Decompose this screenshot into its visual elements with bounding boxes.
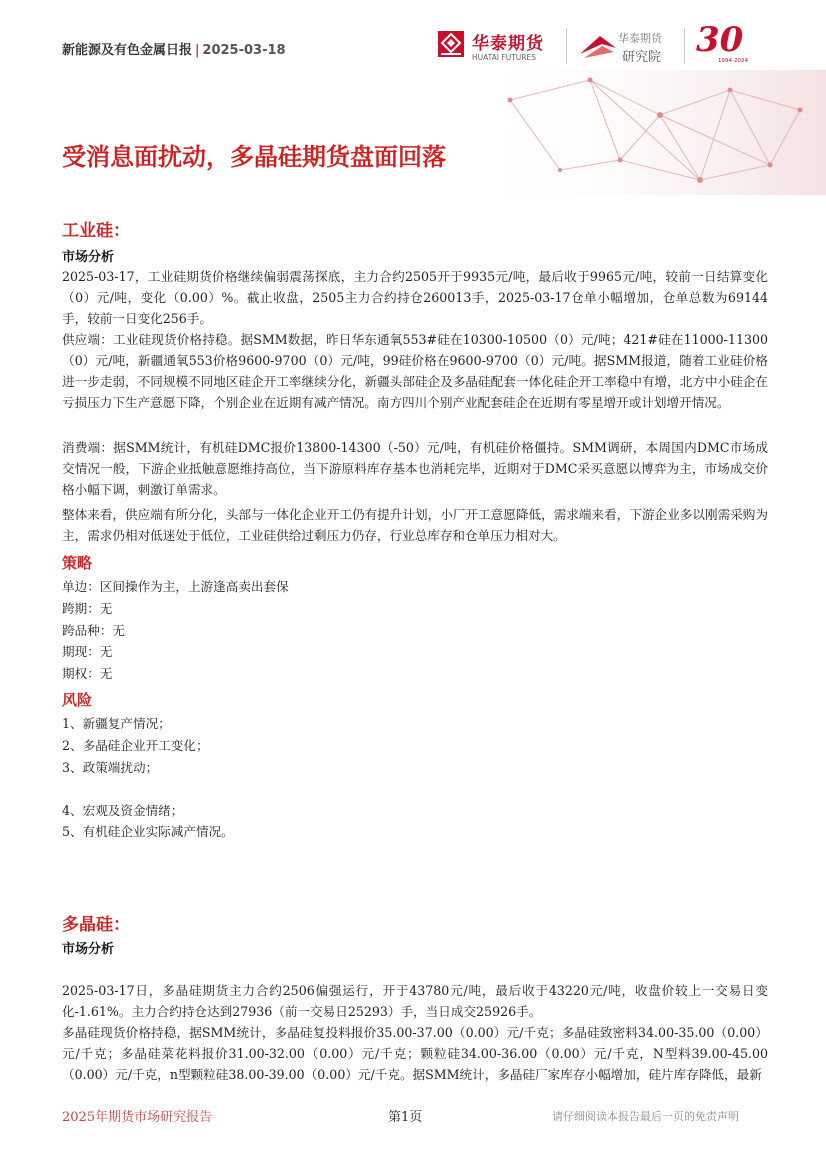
industrial-para-demand: 消费端：据SMM统计，有机硅DMC报价13800-14300（-50）元/吨，有机硅价格僵持。SMM调研，本周国内DMC市场成交情况一般，下游企业抵触意愿维持高位，当下游原料库存基本也消耗完毕，近期对于DMC采买意愿以博弈为主，市场成交价格小幅下调，刺激订单需求。 bbox=[62, 440, 768, 497]
industrial-market-label: 市场分析 bbox=[62, 250, 115, 265]
poly-para-1: 2025-03-17日，多晶硅期货主力合约2506偏强运行，开于43780元/吨，最后收于43220元/吨，收盘价较上一交易日变化-1.61%。主力合约持仓达到27936（前一交易日25293）手，当日成交25926手。 bbox=[62, 983, 768, 1019]
strategy-item: 跨品种：无 bbox=[62, 623, 125, 638]
risk-item: 1、新疆复产情况； bbox=[62, 716, 171, 731]
report-date: 2025-03-18 bbox=[202, 43, 286, 58]
polysilicon-heading: 多晶硅： bbox=[62, 915, 130, 935]
risk-item: 2、多晶硅企业开工变化； bbox=[62, 738, 209, 753]
huatai-futures-logo bbox=[438, 27, 558, 67]
anniversary-years: 1994-2024 bbox=[718, 58, 748, 64]
risk-item: 4、宏观及资金情绪； bbox=[62, 803, 184, 818]
page-number: 第1页 bbox=[388, 1110, 423, 1125]
poly-market-label: 市场分析 bbox=[62, 942, 115, 957]
research-institute-logo bbox=[578, 28, 678, 68]
footer-report-label: 2025年期货市场研究报告 bbox=[62, 1110, 213, 1125]
industrial-para-supply: 供应端：工业硅现货价格持稳。据SMM数据，昨日华东通氧553#硅在10300-10500（0）元/吨；421#硅在11000-11300（0）元/吨，新疆通氧553价格9600-9700（0）元/吨，99硅价格在9600-9700（0）元/吨。据SMM报道，随着工业硅价格进一步走弱，不同规模不同地区硅企开工率继续分化，新疆头部硅企及多晶硅配套一体化硅企开工率稳中有增，北方中小硅企在亏损压力下生产意愿下降，个别企业在近期有减产情况。南方四川个别产业配套硅企在近期有零星增开或计划增开情况。 bbox=[62, 332, 768, 410]
industrial-para-summary: 整体来看，供应端有所分化，头部与一体化企业开工仍有提升计划，小厂开工意愿降低，需求端来看，下游企业多以刚需采购为主，需求仍相对低迷处于低位，工业硅供给过剩压力仍存，行业总库存和仓单压力相对大。 bbox=[62, 507, 768, 543]
network-decoration-icon bbox=[470, 70, 826, 195]
title-separator: | bbox=[195, 43, 200, 58]
disclaimer-note: 请仔细阅读本报告最后一页的免责声明 bbox=[552, 1110, 739, 1123]
page-footer bbox=[0, 1106, 826, 1146]
industrial-silicon-heading: 工业硅： bbox=[62, 221, 130, 241]
risk-label: 风险 bbox=[62, 691, 93, 709]
report-header bbox=[0, 0, 826, 200]
logo-divider-2 bbox=[684, 28, 685, 64]
strategy-item: 期现：无 bbox=[62, 644, 113, 659]
strategy-item: 单边：区间操作为主，上游逢高卖出套保 bbox=[62, 579, 289, 594]
logo-inst-sub: 研究院 bbox=[622, 50, 662, 65]
anniversary-logo bbox=[694, 20, 756, 68]
logo-inst-name: 华泰期货 bbox=[618, 32, 662, 45]
strategy-label: 策略 bbox=[62, 554, 93, 572]
page-title: 受消息面扰动，多晶硅期货盘面回落 bbox=[62, 143, 446, 171]
report-name-line bbox=[62, 39, 286, 58]
logo-main-en: HUATAI FUTURES bbox=[472, 53, 536, 62]
logo-main-name: 华泰期货 bbox=[472, 34, 544, 54]
institute-wing-icon bbox=[578, 32, 618, 62]
strategy-item: 期权：无 bbox=[62, 666, 113, 681]
report-name: 新能源及有色金属日报 bbox=[62, 43, 193, 58]
risk-item: 5、有机硅企业实际减产情况。 bbox=[62, 824, 234, 839]
strategy-item: 跨期：无 bbox=[62, 601, 113, 616]
huatai-logo-mark-icon bbox=[438, 31, 464, 57]
anniversary-number: 30 bbox=[696, 20, 744, 60]
risk-item: 3、政策端扰动； bbox=[62, 760, 159, 775]
poly-para-2: 多晶硅现货价格持稳，据SMM统计，多晶硅复投料报价35.00-37.00（0.00）元/千克；多晶硅致密料34.00-35.00（0.00）元/千克；多晶硅菜花料报价31.00-32.00（0.00）元/千克；颗粒硅34.00-36.00（0.00）元/千克，N型料39.00-45.00（0.00）元/千克，n型颗粒硅38.00-39.00（0.00）元/千克。据SMM统计，多晶硅厂家库存小幅增加，硅片库存降低，最新 bbox=[62, 1025, 768, 1082]
industrial-para-1: 2025-03-17，工业硅期货价格继续偏弱震荡探底，主力合约2505开于9935元/吨，最后收于9965元/吨，较前一日结算变化（0）元/吨，变化（0.00）%。截止收盘，2505主力合约持仓260013手，2025-03-17仓单小幅增加，仓单总数为69144手，较前一日变化256手。 bbox=[62, 269, 768, 326]
logo-divider bbox=[566, 28, 567, 64]
